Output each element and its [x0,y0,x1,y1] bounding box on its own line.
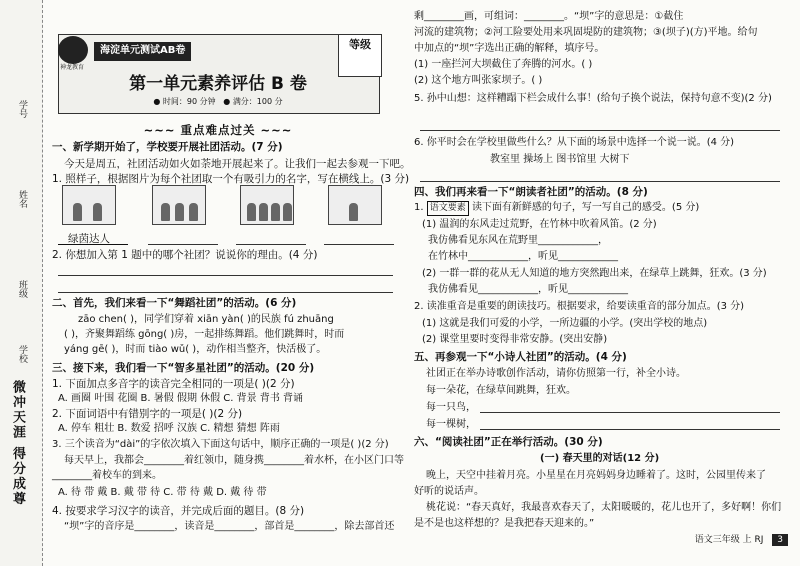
section-6-title: 六、“阅读社团”正在举行活动。(30 分) [414,436,603,448]
section-1-title: 一、新学期开始了，学校要开展社团活动。(7 分) [52,141,283,153]
section-5-title: 五、再参观一下“小诗人社团”的活动。(4 分) [414,351,627,363]
s4-q1-tag: 语文要素 [427,201,469,216]
publisher-bar [58,36,338,56]
s4-q1-2a: 我仿佛看见____________，听见____________ [428,284,628,295]
s3-q1-options: A. 画圈 叶围 花圈 B. 暑假 假期 休假 C. 背景 背书 背诵 [58,393,304,404]
publisher-logo-icon [58,36,88,64]
s4-q1: 1. 语文要素 读下面有新鲜感的句子，写一写自己的感受。(5 分) [414,201,699,216]
s4-q1-1b: 在竹林中____________，听见____________ [428,251,618,262]
s3-q2-stem: 2. 下面词语中有错别字的一项是( )(2 分) [52,408,243,420]
r-line-5: (2) 这个地方叫张家坝子。( ) [414,75,543,86]
section-2-line-3: yáng gē( )，时而 tiào wǔ( )，动作相当整齐，快活极了。 [64,344,327,355]
left-column [48,0,411,566]
s5-line-3: 每一棵树， [426,419,476,430]
exam-title: 第一单元素养评估 B 卷 [129,74,307,94]
s4-q1-2: (2) 一群一群的花从无人知道的地方突然跑出来，在绿草上跳舞，狂欢。(3 分) [422,268,767,279]
name-label: 姓名 [17,190,27,208]
s3-q4-line-1: “坝”字的音序是________，读音是________，部首是________，除去部首还 [64,521,395,532]
chess-picture [240,185,294,225]
section-3-title: 三、接下来，我们看一下“智多星社团”的活动。(20 分) [52,362,315,374]
page-footer [695,532,788,546]
section-2-line-1: zāo chen( )，同学们穿着 xiān yàn( )的民族 fú zhuāng [78,314,334,325]
s6-para-2b: 是不是也这样想的？是我把春天迎来的。” [414,518,595,529]
page-number: 3 [772,534,788,546]
s4-q2-1: (1) 这就是我们可爱的小学，一所边疆的小学。(突出学校的地点) [422,318,708,329]
right-column [410,0,788,566]
s3-q3-stem: 3. 三个读音为“dài”的字依次填入下面这句话中，顺序正确的一项是( )(2 分) [52,439,389,450]
section-2-line-2: ( )，齐聚舞蹈练 gōng( )房，一起排练舞蹈。他们跳舞时，时而 [64,329,345,340]
s4-q1-stem: 读下面有新鲜感的句子，写一写自己的感受。(5 分) [471,202,700,213]
section-band: ~~~ 重点难点过关 ~~~ [143,123,293,137]
course-label: 语文三年级 上 RJ [694,535,764,545]
s6-para-1b: 好听的说话声。 [414,486,484,497]
class-label: 班级 [17,280,27,298]
answer-line-1[interactable] [58,244,128,245]
r-line-3: 中加点的“坝”字选出正确的解释，填序号。 [414,43,605,54]
s6-para-1a: 晚上，天空中挂着月亮。小星星在月亮妈妈身边睡着了。这时，公园里传来了 [426,470,766,481]
dance-picture [152,185,206,225]
school-label: 学校 [17,345,27,363]
section-band-label: 重点难点过关 [180,123,256,137]
q2-answer-line-1[interactable] [58,275,393,276]
club-pictures [58,185,388,225]
exam-time: 时间：90 分钟 [162,97,216,106]
q2-stem: 2. 你想加入第 1 题中的哪个社团？说说你的理由。(4 分) [52,249,318,261]
series-title: 海淀单元测试AB卷 [94,42,191,61]
answer-line-3[interactable] [236,244,306,245]
drawing-picture [328,185,382,225]
section-4-title: 四、我们再来看一下“朗读者社团”的活动。(8 分) [414,186,648,198]
section-2-title: 二、首先，我们来看一下“舞蹈社团”的活动。(6 分) [52,297,297,309]
s5-line-1: 每一朵花，在绿草间跳舞，狂欢。 [426,385,576,396]
binding-margin [0,0,43,566]
s6-para-2a: 桃花说：“春天真好，我最喜欢春天了，太阳暖暖的，花儿也开了，多好啊！你们 [426,502,782,513]
clock-icon: ● [153,97,161,106]
student-id-label: 学号 [17,100,27,118]
q5-answer-line[interactable] [420,130,780,131]
s3-q4-stem: 4. 按要求学习汉字的读音，并完成后面的题目。(8 分) [52,505,305,517]
s4-q2-2: (2) 课堂里要时变得非常安静。(突出安静) [422,334,608,345]
q1-example-name: 绿茵达人 [68,233,110,245]
q6-answer-line[interactable] [420,181,780,182]
answer-line-2[interactable] [148,244,218,245]
r-line-1: 剩________画，可组词：________。“坝”字的意思是：①截住 [414,11,684,22]
answer-line-4[interactable] [324,244,394,245]
r-line-4: (1) 一座拦河大坝截住了奔腾的河水。( ) [414,59,593,70]
s4-q2-stem: 2. 读准重音是重要的朗读技巧。根据要求，给要读重音的部分加点。(3 分) [414,301,745,312]
score-icon: ● [223,97,231,106]
s4-q1-1: (1) 温润的东风走过荒野，在竹林中吹着风笛。(2 分) [422,219,657,230]
s3-q2-options: A. 停车 粗壮 B. 数爱 招呼 汉族 C. 精想 猜想 阵雨 [58,423,280,434]
s5-line-2: 每一只鸟， [426,402,476,413]
margin-slogan: 微冲天涯 得分成尊 [10,380,25,507]
s3-q1-stem: 1. 下面加点多音字的读音完全相同的一项是( )(2 分) [52,378,295,390]
q2-answer-line-2[interactable] [58,292,393,293]
q1-stem: 1. 照样子，根据图片为每个社团取一个有吸引力的名字，写在横线上。(3 分) [52,173,410,185]
s3-q3-line-2: ________着校车的到来。 [52,470,162,481]
exam-meta [68,96,368,108]
publisher-name: 神龙教育 [60,64,85,71]
s5-answer-line-2[interactable] [480,429,780,430]
grade-label: 等级 [338,34,382,56]
s3-q3-line-1: 每天早上，我都会________着红领巾，随身携________着水杯，在小区门口等 [64,455,404,466]
soccer-picture [62,185,116,225]
q6-scenes: 教室里 操场上 图书馆里 大树下 [490,154,630,165]
q6-stem: 6. 你平时会在学校里做些什么？从下面的场景中选择一个说一说。(4 分) [414,137,735,148]
exam-score: 满分：100 分 [232,97,283,106]
s5-answer-line-1[interactable] [480,412,780,413]
s3-q3-options: A. 待 带 戴 B. 戴 带 待 C. 带 待 戴 D. 戴 待 带 [58,487,267,498]
section-1-intro: 今天是周五，社团活动如火如荼地开展起来了。让我们一起去参观一下吧。 [64,158,411,170]
s4-q1-1a: 我仿佛看见东风在荒野里____________， [428,235,608,246]
r-line-2: 河流的建筑物；②河工险要处用来巩固堤防的建筑物；③(坝子)(方)平地。给句 [414,27,758,38]
s5-intro: 社团正在举办诗歌创作活动，请你仿照第一行，补全小诗。 [426,368,686,379]
q5-stem: 5. 孙中山想：这样糟蹋下栏会成什么事！(给句子换个说法，保持句意不变)(2 分) [414,93,772,104]
s6-subtitle: (一) 春天里的对话(12 分) [540,453,660,464]
